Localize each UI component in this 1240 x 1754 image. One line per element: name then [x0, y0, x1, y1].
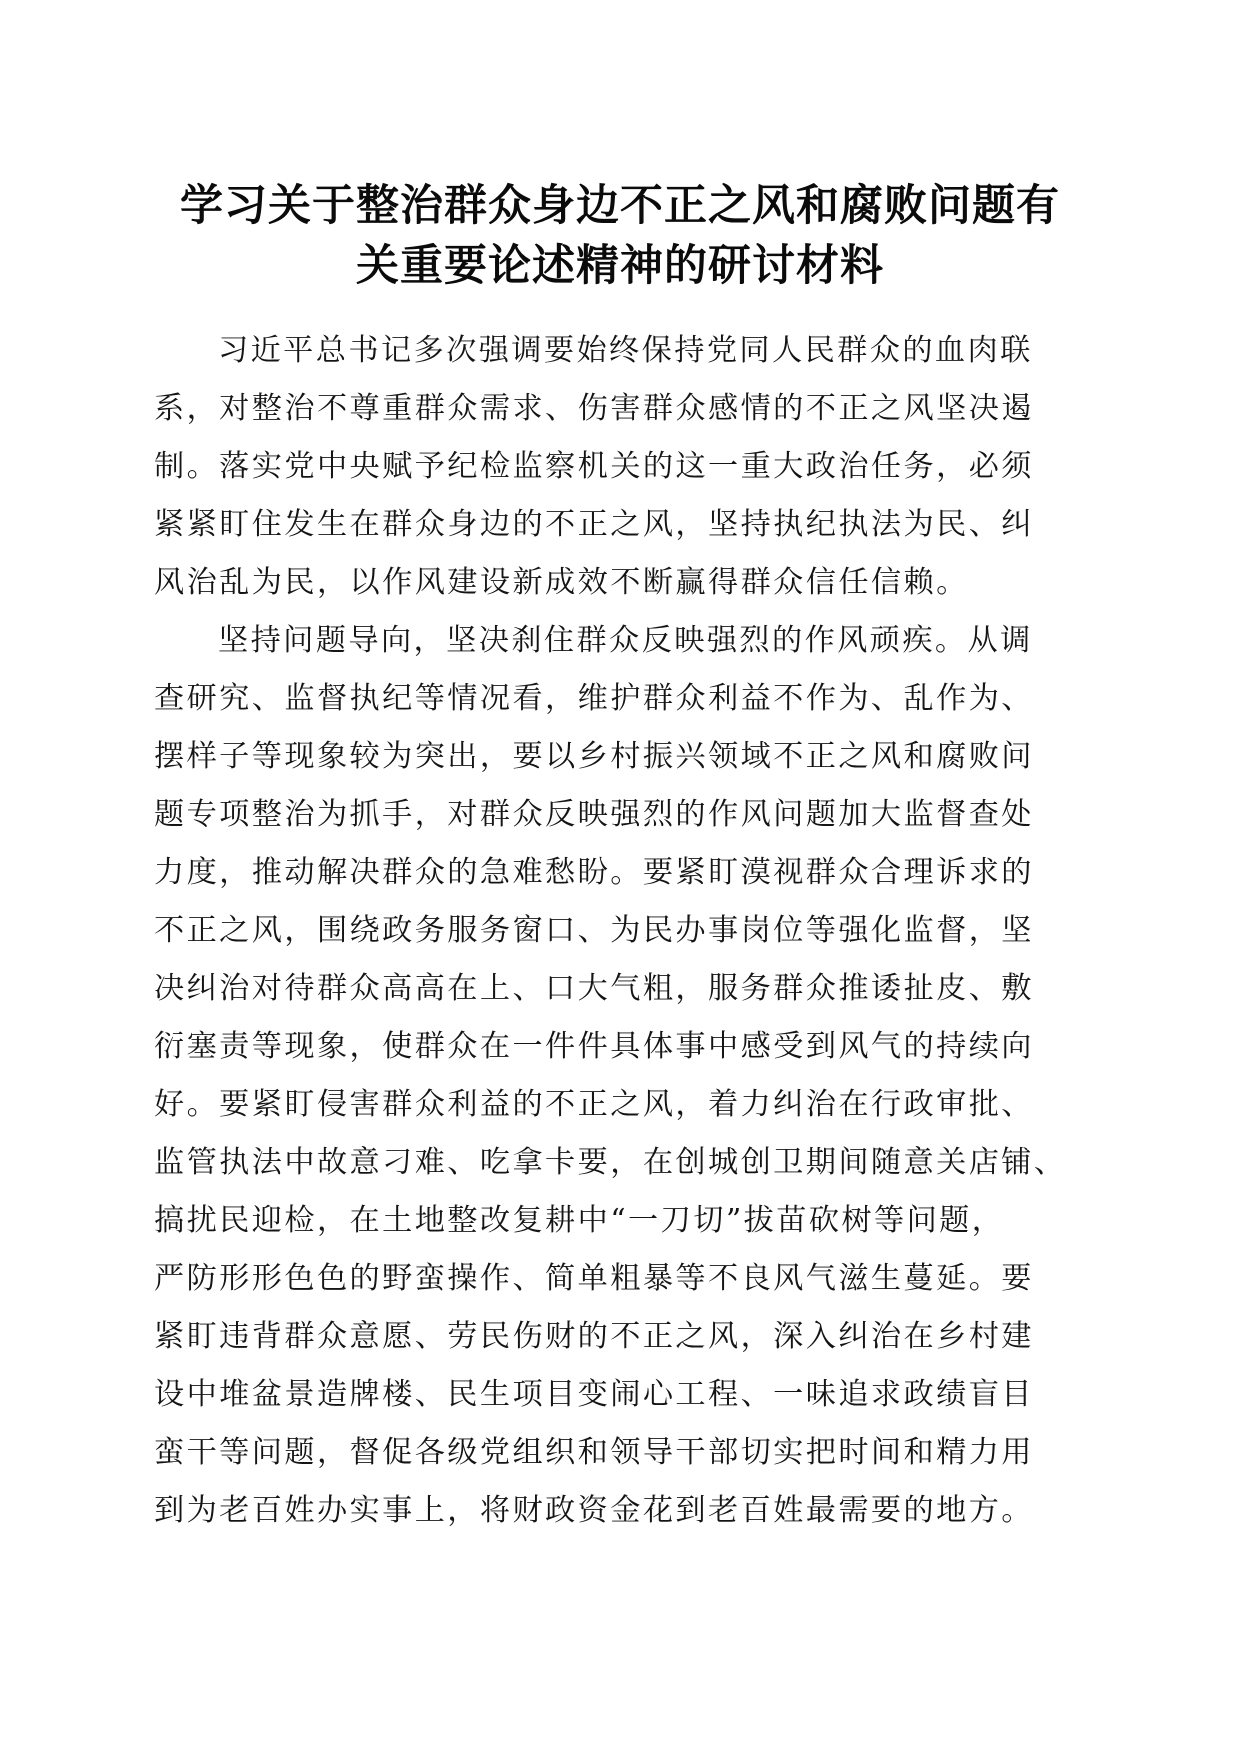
- title-line: 学习关于整治群众身边不正之风和腐败问题有: [180, 181, 1060, 231]
- text-line: 紧盯违背群众意愿、劳民伤财的不正之风，深入纠治在乡村建: [154, 1319, 1034, 1354]
- text-line: 蛮干等问题，督促各级党组织和领导干部切实把时间和精力用: [154, 1435, 1034, 1470]
- text-line: 搞扰民迎检，在土地整改复耕中“一刀切”拔苗砍树等问题，: [154, 1203, 1005, 1238]
- text-line: 力度，推动解决群众的急难愁盼。要紧盯漠视群众合理诉求的: [154, 855, 1034, 890]
- text-line: 制。落实党中央赋予纪检监察机关的这一重大政治任务，必须: [154, 449, 1034, 484]
- text-line: 坚持问题导向，坚决刹住群众反映强烈的作风顽疾。从调: [218, 623, 1033, 658]
- text-line: 紧紧盯住发生在群众身边的不正之风，坚持执纪执法为民、纠: [154, 507, 1034, 542]
- text-line: 好。要紧盯侵害群众利益的不正之风，着力纠治在行政审批、: [154, 1087, 1034, 1122]
- text-line: 习近平总书记多次强调要始终保持党同人民群众的血肉联: [218, 333, 1033, 368]
- text-line: 系，对整治不尊重群众需求、伤害群众感情的不正之风坚决遏: [154, 391, 1034, 426]
- text-line: 设中堆盆景造牌楼、民生项目变闹心工程、一味追求政绩盲目: [154, 1377, 1034, 1412]
- text-line: 到为老百姓办实事上，将财政资金花到老百姓最需要的地方。: [154, 1493, 1034, 1528]
- document-title: [150, 176, 1090, 296]
- text-line: 查研究、监督执纪等情况看，维护群众利益不作为、乱作为、: [154, 681, 1034, 716]
- document-body: [154, 322, 1067, 1540]
- text-line: 风治乱为民，以作风建设新成效不断赢得群众信任信赖。: [154, 565, 969, 600]
- text-line: 摆样子等现象较为突出，要以乡村振兴领域不正之风和腐败问: [154, 739, 1034, 774]
- text-line: 不正之风，围绕政务服务窗口、为民办事岗位等强化监督，坚: [154, 913, 1034, 948]
- text-line: 监管执法中故意刁难、吃拿卡要，在创城创卫期间随意关店铺、: [154, 1145, 1067, 1180]
- text-line: 衍塞责等现象，使群众在一件件具体事中感受到风气的持续向: [154, 1029, 1034, 1064]
- title-line: 关重要论述精神的研讨材料: [356, 241, 884, 291]
- text-line: 题专项整治为抓手，对群众反映强烈的作风问题加大监督查处: [154, 797, 1034, 832]
- text-line: 严防形形色色的野蛮操作、简单粗暴等不良风气滋生蔓延。要: [154, 1261, 1034, 1296]
- text-line: 决纠治对待群众高高在上、口大气粗，服务群众推诿扯皮、敷: [154, 971, 1034, 1006]
